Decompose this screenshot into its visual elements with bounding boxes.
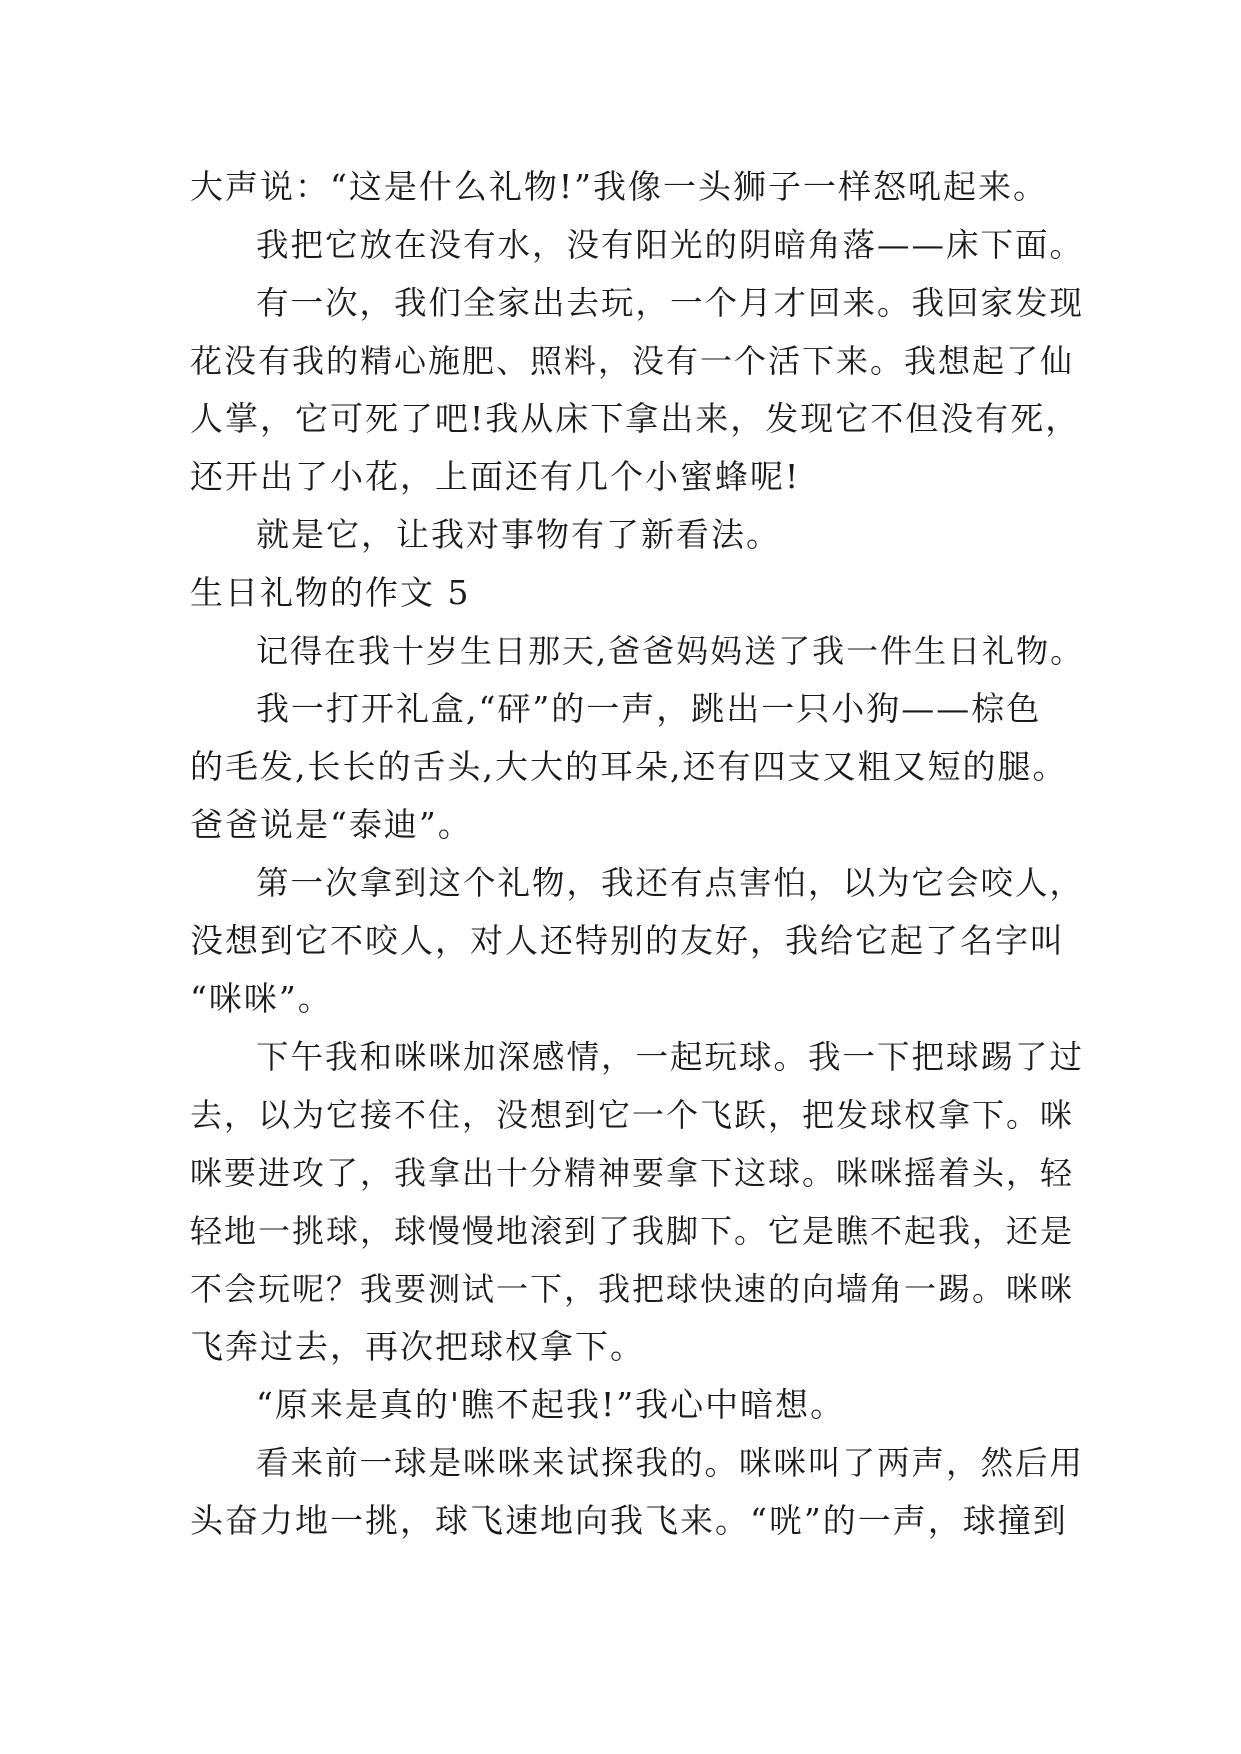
text-line-13: 第一次拿到这个礼物，我还有点害怕，以为它会咬人， (256, 864, 1085, 902)
text-line-12: 爸爸说是“泰迪”。 (190, 805, 473, 844)
text-line-20: 不会玩呢？我要测试一下，我把球快速的向墙角一踢。咪咪 (190, 1270, 1075, 1308)
text-line-9: 记得在我十岁生日那天,爸爸妈妈送了我一件生日礼物。 (256, 632, 1085, 670)
text-line-15: “咪咪”。 (190, 979, 333, 1018)
text-line-22: “原来是真的'瞧不起我!”我心中暗想。 (256, 1385, 846, 1424)
text-line-2: 我把它放在没有水，没有阳光的阴暗角落——床下面。 (256, 226, 1085, 264)
text-line-1: 大声说：“这是什么礼物!”我像一头狮子一样怒吼起来。 (190, 167, 1049, 206)
text-line-4: 花没有我的精心施肥、照料，没有一个活下来。我想起了仙 (190, 342, 1075, 380)
text-line-18: 咪要进攻了，我拿出十分精神要拿下这球。咪咪摇着头，轻 (190, 1154, 1075, 1192)
text-line-24: 头奋力地一挑，球飞速地向我飞来。“咣”的一声，球撞到 (190, 1501, 1068, 1540)
section-heading: 生日礼物的作文 5 (190, 573, 471, 612)
text-line-19: 轻地一挑球，球慢慢地滚到了我脚下。它是瞧不起我，还是 (190, 1212, 1075, 1250)
text-line-11: 的毛发,长长的舌头,大大的耳朵,还有四支又粗又短的腿。 (190, 747, 1068, 786)
text-line-14: 没想到它不咬人，对人还特别的友好，我给它起了名字叫 (190, 921, 1065, 960)
text-line-23: 看来前一球是咪咪来试探我的。咪咪叫了两声，然后用 (256, 1444, 1085, 1482)
text-line-21: 飞奔过去，再次把球权拿下。 (190, 1327, 645, 1366)
text-line-16: 下午我和咪咪加深感情，一起玩球。我一下把球踢了过 (256, 1038, 1085, 1076)
text-line-7: 就是它，让我对事物有了新看法。 (256, 515, 781, 554)
text-line-10: 我一打开礼盒,“砰”的一声，跳出一只小狗——棕色 (256, 689, 1042, 728)
text-line-17: 去，以为它接不住，没想到它一个飞跃，把发球权拿下。咪 (190, 1096, 1075, 1134)
text-line-5: 人掌，它可死了吧!我从床下拿出来，发现它不但没有死， (190, 399, 1081, 438)
text-line-3: 有一次，我们全家出去玩，一个月才回来。我回家发现 (256, 284, 1085, 322)
text-line-6: 还开出了小花，上面还有几个小蜜蜂呢! (190, 457, 801, 496)
